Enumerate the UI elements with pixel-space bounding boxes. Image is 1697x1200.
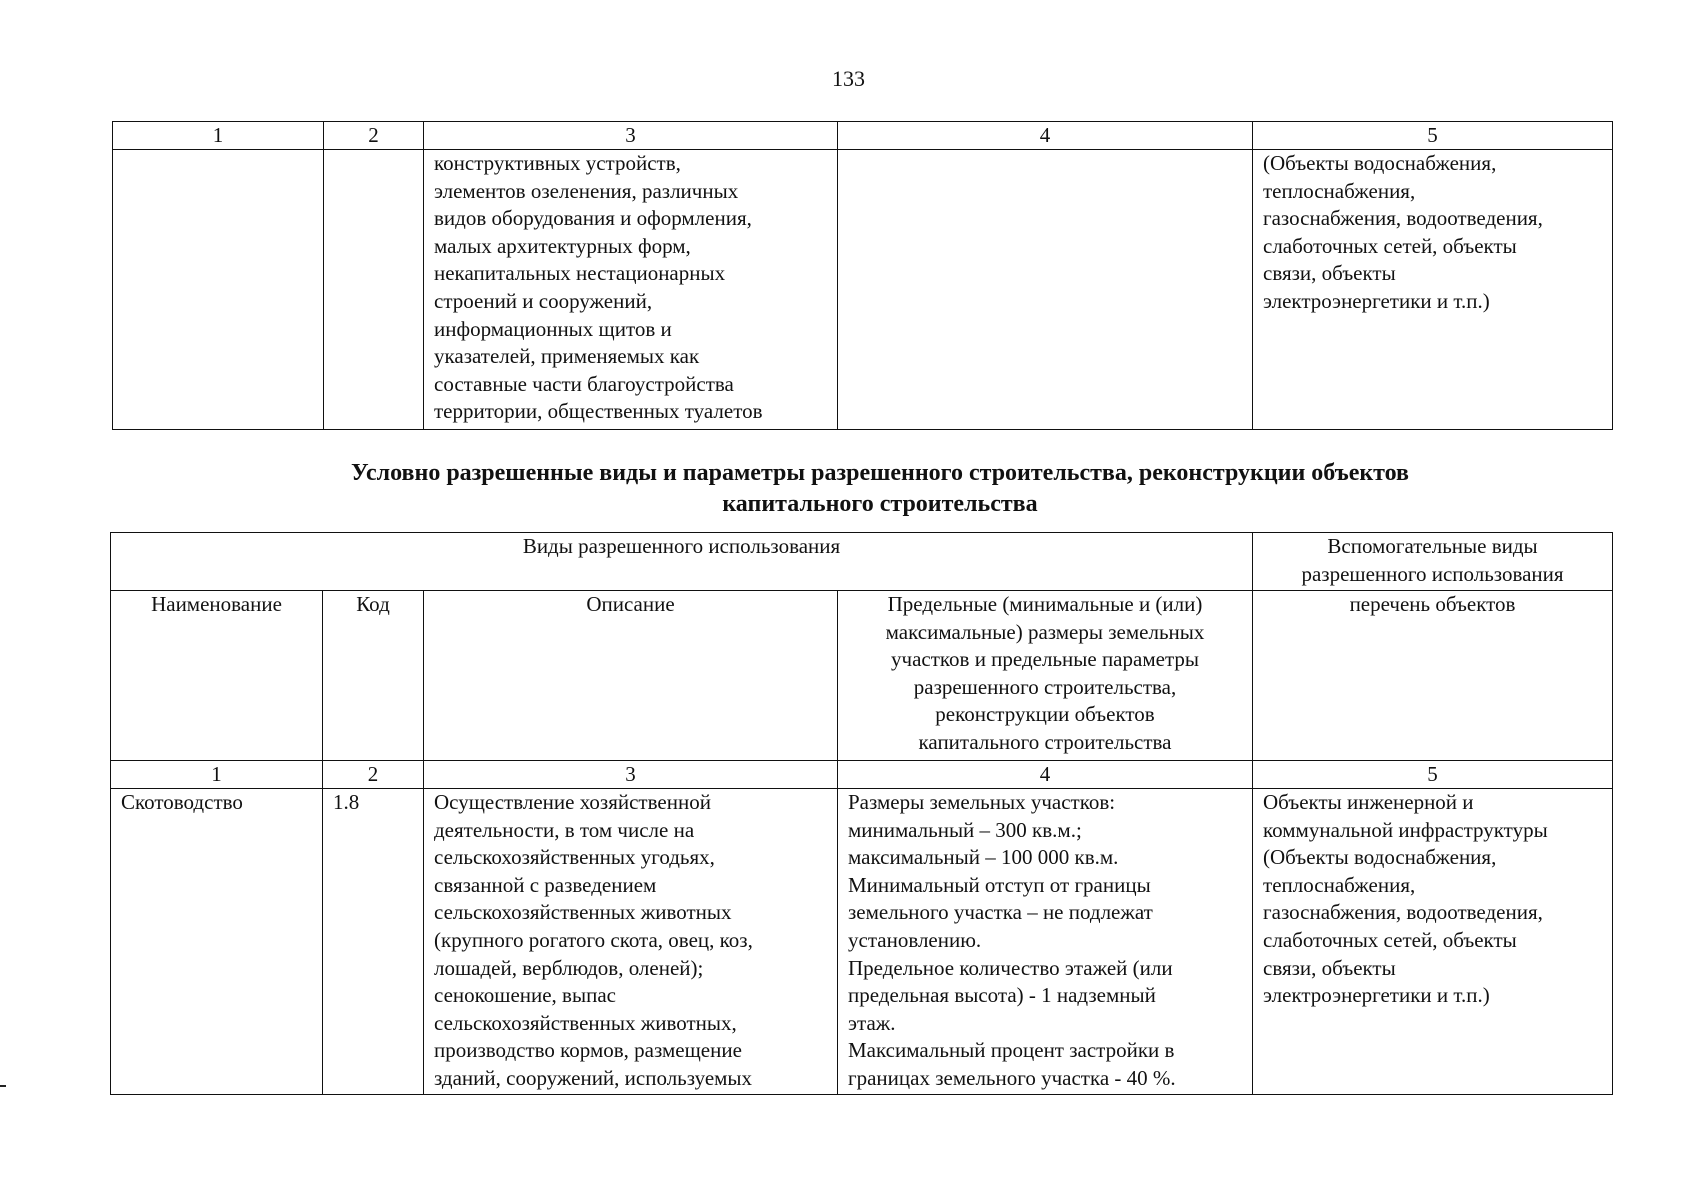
group-header-auxiliary-uses: Вспомогательные виды разрешенного использования	[1253, 533, 1613, 591]
cell-description: Осуществление хозяйственной деятельности, в том числе на сельскохозяйственных угодьях, связанной с разведением сельскохозяйственных животных (крупного рогатого скота, овец, коз, лошадей, верблюдов, оленей); сенокошение, выпас сельскохозяйственных животных, производство кормов, размещение зданий, сооружений, используемых	[424, 789, 838, 1095]
cell-auxiliary: Объекты инженерной и коммунальной инфраструктуры (Объекты водоснабжения, теплоснабжения, газоснабжения, водоотведения, слаботочных сетей, объекты связи, объекты электроэнергетики и т.п.)	[1253, 789, 1613, 1095]
header-description: Описание	[424, 591, 838, 761]
section-title: Условно разрешенные виды и параметры разрешенного строительства, реконструкции объектов капитального строительства	[350, 460, 1410, 517]
table-number-row	[111, 761, 1613, 789]
cell-name	[113, 150, 324, 430]
column-number: 2	[323, 761, 424, 789]
column-number: 3	[424, 122, 838, 150]
cell-auxiliary: (Объекты водоснабжения, теплоснабжения, газоснабжения, водоотведения, слаботочных сетей, объекты связи, объекты электроэнергетики и т.п.)	[1253, 150, 1613, 430]
header-code: Код	[323, 591, 424, 761]
column-number: 4	[838, 122, 1253, 150]
column-number: 3	[424, 761, 838, 789]
table-row	[111, 789, 1613, 1095]
header-name: Наименование	[111, 591, 323, 761]
cell-parameters	[838, 150, 1253, 430]
cell-code: 1.8	[323, 789, 424, 1095]
header-objects-list: перечень объектов	[1253, 591, 1613, 761]
group-header-permitted-uses: Виды разрешенного использования	[111, 533, 1253, 591]
conditional-uses-table	[110, 532, 1613, 1095]
column-number: 4	[838, 761, 1253, 789]
scan-edge-mark	[0, 1085, 6, 1087]
column-number: 1	[111, 761, 323, 789]
column-number: 2	[324, 122, 424, 150]
cell-description: конструктивных устройств, элементов озеленения, различных видов оборудования и оформления, малых архитектурных форм, некапитальных нестационарных строений и сооружений, информационных щитов и указателей, применяемых как составные части благоустройства территории, общественных туалетов	[424, 150, 838, 430]
cell-code	[324, 150, 424, 430]
page-number: 133	[832, 66, 865, 91]
cell-name: Скотоводство	[111, 789, 323, 1095]
column-header-row	[111, 591, 1613, 761]
cell-parameters: Размеры земельных участков: минимальный – 300 кв.м.; максимальный – 100 000 кв.м. Минимальный отступ от границы земельного участка – не подлежат установлению. Предельное количество этажей (или предельная высота) - 1 надземный этаж. Максимальный процент застройки в границах земельного участка - 40 %.	[838, 789, 1253, 1095]
column-number: 5	[1253, 761, 1613, 789]
continuation-table	[112, 121, 1613, 430]
table-row	[113, 150, 1613, 430]
group-header-row	[111, 533, 1613, 591]
column-number: 1	[113, 122, 324, 150]
column-number: 5	[1253, 122, 1613, 150]
table-number-row	[113, 122, 1613, 150]
header-parameters: Предельные (минимальные и (или) максимальные) размеры земельных участков и предельные параметры разрешенного строительства, реконструкции объектов капитального строительства	[838, 591, 1253, 761]
